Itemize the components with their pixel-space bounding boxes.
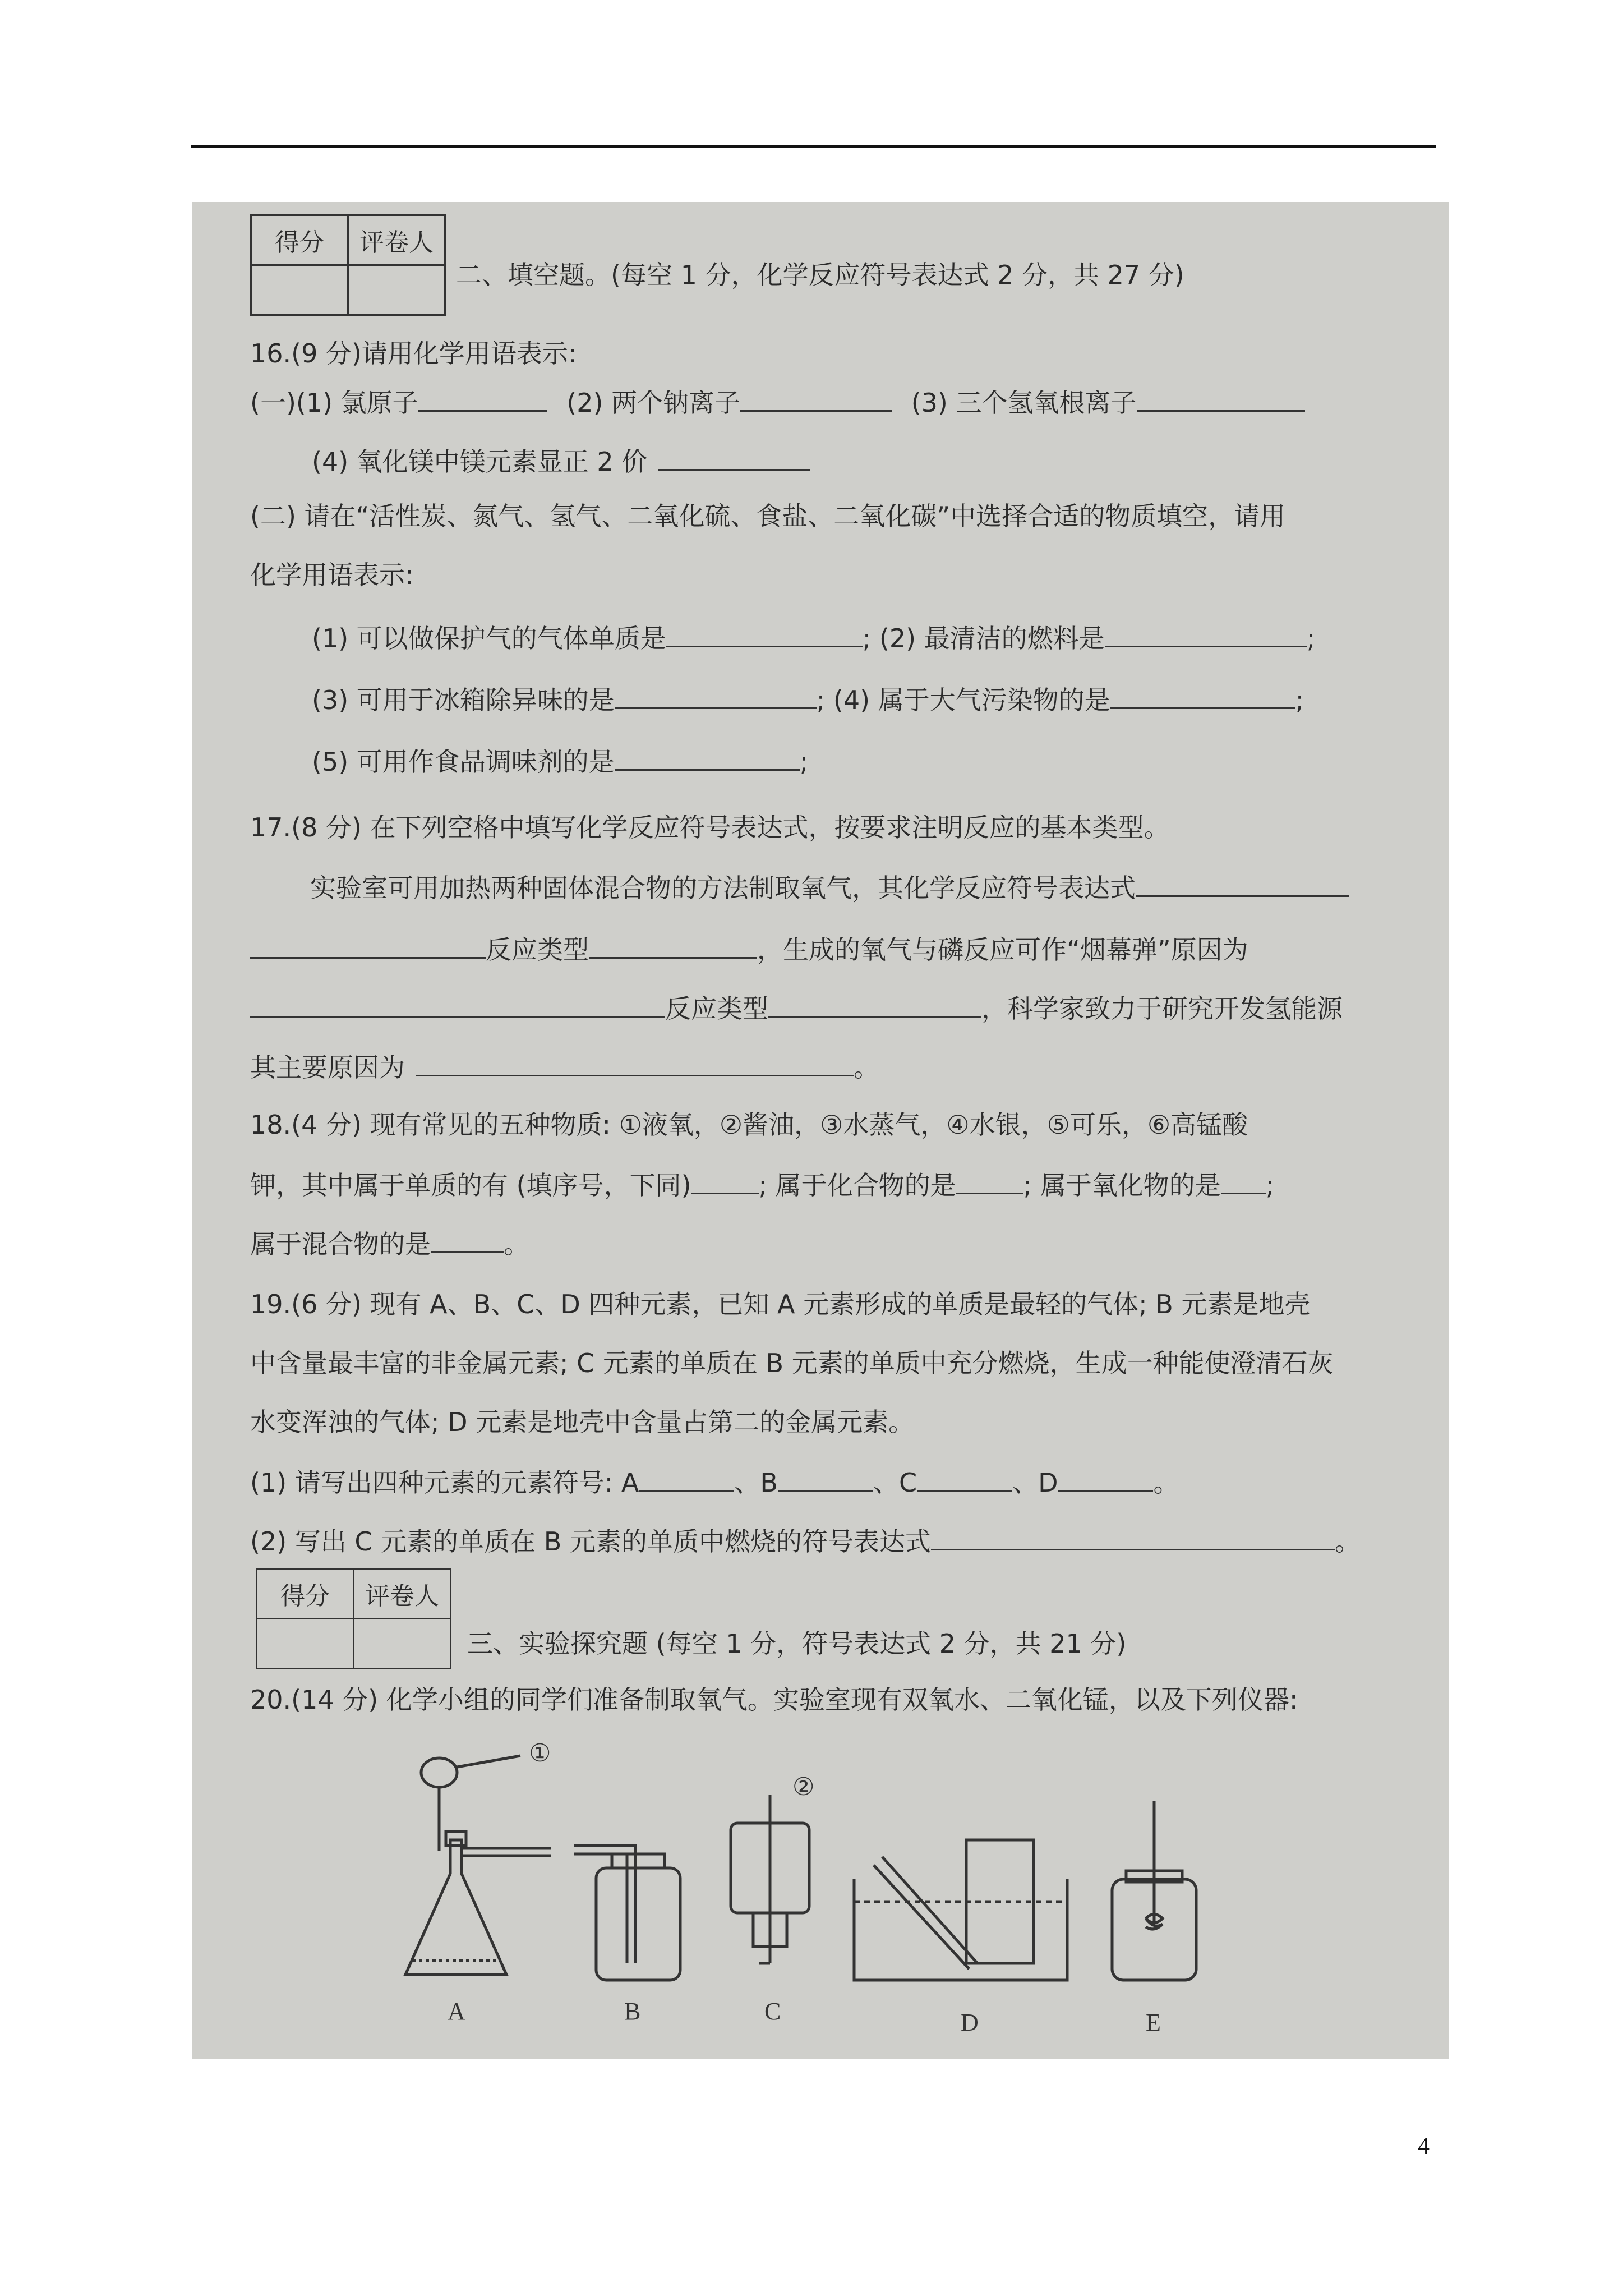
answer-blank[interactable] (1136, 869, 1349, 897)
q16-part2-row3 (312, 743, 808, 779)
q19-row1: 19.(6 分) 现有 A、B、C、D 四种元素，已知 A 元素形成的单质是最轻的气体; B 元素是地壳 (250, 1289, 1311, 1319)
q17-main-reason-label: 其主要原因为 (250, 1052, 405, 1083)
q17-hydrogen-energy-label: ，科学家致力于研究开发氢能源 (981, 993, 1343, 1024)
q16-part2-intro: (二) 请在“活性炭、氮气、氢气、二氧化硫、食盐、二氧化碳”中选择合适的物质填空，请用 (250, 501, 1286, 531)
q18-row3 (250, 1226, 529, 1261)
label-d: D (961, 2009, 979, 2036)
q17-row2 (250, 931, 1248, 967)
semicolon: ; (799, 747, 809, 777)
score-cell[interactable] (251, 265, 348, 315)
label-c: C (764, 1998, 781, 2025)
section2-title: 二、填空题。(每空 1 分，化学反应符号表达式 2 分，共 27 分) (456, 260, 1184, 290)
symbol-d-label: 、D (1012, 1467, 1058, 1498)
period: 。 (1334, 1526, 1361, 1557)
answer-blank[interactable] (666, 620, 863, 647)
q18-row2 (250, 1167, 1274, 1202)
q18-element-label: 钾，其中属于单质的有 (填序号，下同) (250, 1170, 691, 1200)
scanned-exam-page (192, 202, 1449, 2059)
answer-blank[interactable] (418, 384, 547, 412)
q17-row1 (310, 869, 1349, 905)
q18-compound-label: ; 属于化合物的是 (758, 1170, 956, 1200)
section3-title: 三、实验探究题 (每空 1 分，符号表达式 2 分，共 21 分) (467, 1628, 1127, 1659)
marker-2: ② (792, 1773, 815, 1801)
reviewer-header: 评卷人 (348, 215, 445, 265)
apparatus-diagram (192, 1739, 1449, 2053)
label-b: B (624, 1998, 641, 2025)
reviewer-cell[interactable] (348, 265, 445, 315)
score-table-section3 (256, 1568, 451, 1669)
q17-row4 (250, 1049, 879, 1084)
marker-1: ① (529, 1740, 551, 1767)
q19-row4 (250, 1464, 1179, 1499)
answer-blank[interactable] (1221, 1167, 1266, 1194)
q16-seasoning-label: (5) 可用作食品调味剂的是 (312, 747, 615, 777)
page-number: 4 (1418, 2133, 1430, 2159)
q18-mixture-label: 属于混合物的是 (250, 1229, 431, 1259)
q18-row1: 18.(4 分) 现有常见的五种物质: ①液氧，②酱油，③水蒸气，④水银，⑤可乐，⑥高锰酸 (250, 1110, 1248, 1140)
semicolon: ; (1306, 623, 1316, 654)
score-header: 得分 (257, 1569, 354, 1619)
answer-blank[interactable] (250, 990, 665, 1018)
apparatus-d (854, 1840, 1067, 1980)
answer-blank[interactable] (658, 443, 810, 471)
score-cell[interactable] (257, 1619, 354, 1669)
answer-blank[interactable] (639, 1464, 734, 1492)
symbol-b-label: 、B (734, 1467, 778, 1498)
answer-blank[interactable] (431, 1226, 504, 1253)
q16-part2-intro2: 化学用语表示: (250, 560, 414, 590)
q16-deodorize-label: (3) 可用于冰箱除异味的是 (312, 685, 615, 715)
reviewer-cell[interactable] (354, 1619, 451, 1669)
period: 。 (854, 1052, 879, 1083)
q16-part1-row2 (312, 443, 810, 478)
apparatus-a (405, 1756, 551, 1975)
q17-oxygen-prep-label: 实验室可用加热两种固体混合物的方法制取氧气，其化学反应符号表达式 (310, 873, 1136, 903)
q16-part2-row1 (312, 620, 1315, 655)
q19-row5 (250, 1523, 1361, 1558)
apparatus-b (574, 1846, 680, 1980)
answer-blank[interactable] (589, 931, 757, 959)
answer-blank[interactable] (416, 1049, 854, 1076)
answer-blank[interactable] (1105, 620, 1307, 647)
q16-part2-row2 (312, 682, 1304, 717)
answer-blank[interactable] (931, 1523, 1335, 1550)
label-a: A (448, 1998, 465, 2025)
q16-sodium-ions-label: (2) 两个钠离子 (566, 388, 741, 418)
answer-blank[interactable] (956, 1167, 1023, 1194)
semicolon: ; (1265, 1170, 1275, 1200)
answer-blank[interactable] (615, 743, 800, 771)
reaction-type-label: 反应类型 (486, 935, 589, 965)
q16-cleanest-fuel-label: ; (2) 最清洁的燃料是 (862, 623, 1105, 654)
label-e: E (1146, 2009, 1161, 2036)
answer-blank[interactable] (1137, 384, 1305, 412)
q18-oxide-label: ; 属于氧化物的是 (1023, 1170, 1221, 1200)
q19-symbols-label: (1) 请写出四种元素的元素符号: A (250, 1467, 639, 1498)
apparatus-figure (192, 1739, 1449, 2053)
apparatus-e (1112, 1801, 1196, 1980)
answer-blank[interactable] (691, 1167, 759, 1194)
q17-row3 (250, 990, 1343, 1025)
q16-protective-gas-label: (1) 可以做保护气的气体单质是 (312, 623, 666, 654)
q16-pollutant-label: ; (4) 属于大气污染物的是 (816, 685, 1110, 715)
q16-chlorine-atom-label: (一)(1) 氯原子 (250, 388, 418, 418)
answer-blank[interactable] (917, 1464, 1012, 1492)
symbol-c-label: 、C (873, 1467, 917, 1498)
apparatus-c (731, 1795, 809, 1963)
answer-blank[interactable] (778, 1464, 873, 1492)
answer-blank[interactable] (1058, 1464, 1153, 1492)
q16-part1-row1 (250, 384, 1305, 420)
answer-blank[interactable] (768, 990, 981, 1018)
period: 。 (1153, 1467, 1179, 1498)
q16-stem: 16.(9 分)请用化学用语表示: (250, 338, 577, 369)
q17-smoke-bomb-label: ，生成的氧气与磷反应可作“烟幕弹”原因为 (757, 935, 1248, 965)
q20-stem: 20.(14 分) 化学小组的同学们准备制取氧气。实验室现有双氧水、二氧化锰，以及下列仪器: (250, 1685, 1298, 1715)
score-table-section2 (250, 214, 446, 316)
q16-magnesium-valence-label: (4) 氧化镁中镁元素显正 2 价 (312, 447, 648, 477)
score-header: 得分 (251, 215, 348, 265)
semicolon: ; (1295, 685, 1304, 715)
answer-blank[interactable] (1110, 682, 1295, 709)
answer-blank[interactable] (250, 931, 486, 959)
q19-row3: 水变浑浊的气体; D 元素是地壳中含量占第二的金属元素。 (250, 1407, 915, 1437)
period: 。 (504, 1229, 529, 1259)
q17-stem: 17.(8 分) 在下列空格中填写化学反应符号表达式，按要求注明反应的基本类型。 (250, 812, 1170, 843)
reviewer-header: 评卷人 (354, 1569, 451, 1619)
header-rule (191, 145, 1436, 148)
q19-row2: 中含量最丰富的非金属元素; C 元素的单质在 B 元素的单质中充分燃烧，生成一种能使澄清石灰 (250, 1348, 1334, 1378)
reaction-type-label: 反应类型 (665, 993, 768, 1024)
answer-blank[interactable] (615, 682, 817, 709)
q19-combustion-label: (2) 写出 C 元素的单质在 B 元素的单质中燃烧的符号表达式 (250, 1526, 931, 1557)
answer-blank[interactable] (740, 384, 892, 412)
q16-hydroxide-ions-label: (3) 三个氢氧根离子 (911, 388, 1137, 418)
